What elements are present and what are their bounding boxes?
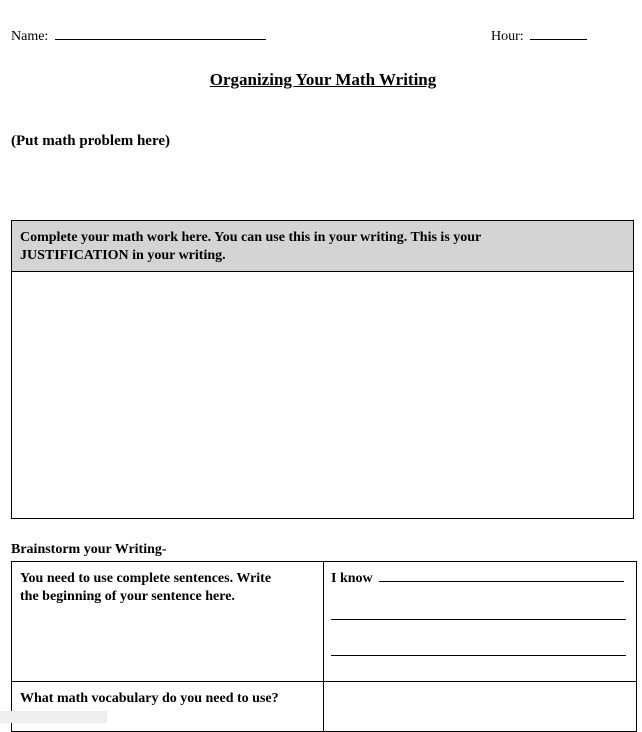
i-know-cell [324, 562, 637, 682]
vocab-prompt-cell [12, 682, 324, 732]
sentence-prompt-line2: the beginning of your sentence here. [20, 589, 235, 604]
sentence-prompt-cell [12, 562, 324, 682]
vocab-answer-cell[interactable] [324, 682, 637, 732]
math-work-header-line2: JUSTIFICATION in your writing. [20, 248, 226, 263]
hour-field-row [491, 29, 587, 45]
page-title: Organizing Your Math Writing [209, 70, 437, 89]
sentence-prompt-line1: You need to use complete sentences. Write [20, 571, 272, 586]
i-know-blank-line-1[interactable] [379, 580, 624, 582]
i-know-label: I know [331, 571, 373, 586]
table-row [12, 682, 637, 732]
brainstorm-table [11, 561, 637, 732]
math-problem-prompt: (Put math problem here) [11, 133, 171, 149]
brainstorm-label: Brainstorm your Writing- [11, 542, 167, 557]
i-know-blank-line-2[interactable] [331, 619, 626, 620]
name-field-row [11, 29, 266, 45]
math-work-area[interactable] [12, 272, 633, 518]
corner-overlay [0, 711, 107, 723]
vocab-prompt: What math vocabulary do you need to use? [20, 691, 279, 706]
math-work-header [12, 221, 633, 272]
hour-blank-line[interactable] [530, 38, 587, 40]
table-row [12, 562, 637, 682]
name-blank-line[interactable] [55, 38, 266, 40]
name-label: Name: [11, 29, 49, 44]
i-know-blank-line-3[interactable] [331, 655, 626, 656]
hour-label: Hour: [491, 29, 524, 44]
math-work-box [11, 220, 634, 519]
math-work-header-line1: Complete your math work here. You can use this in your writing. This is your [20, 230, 482, 245]
